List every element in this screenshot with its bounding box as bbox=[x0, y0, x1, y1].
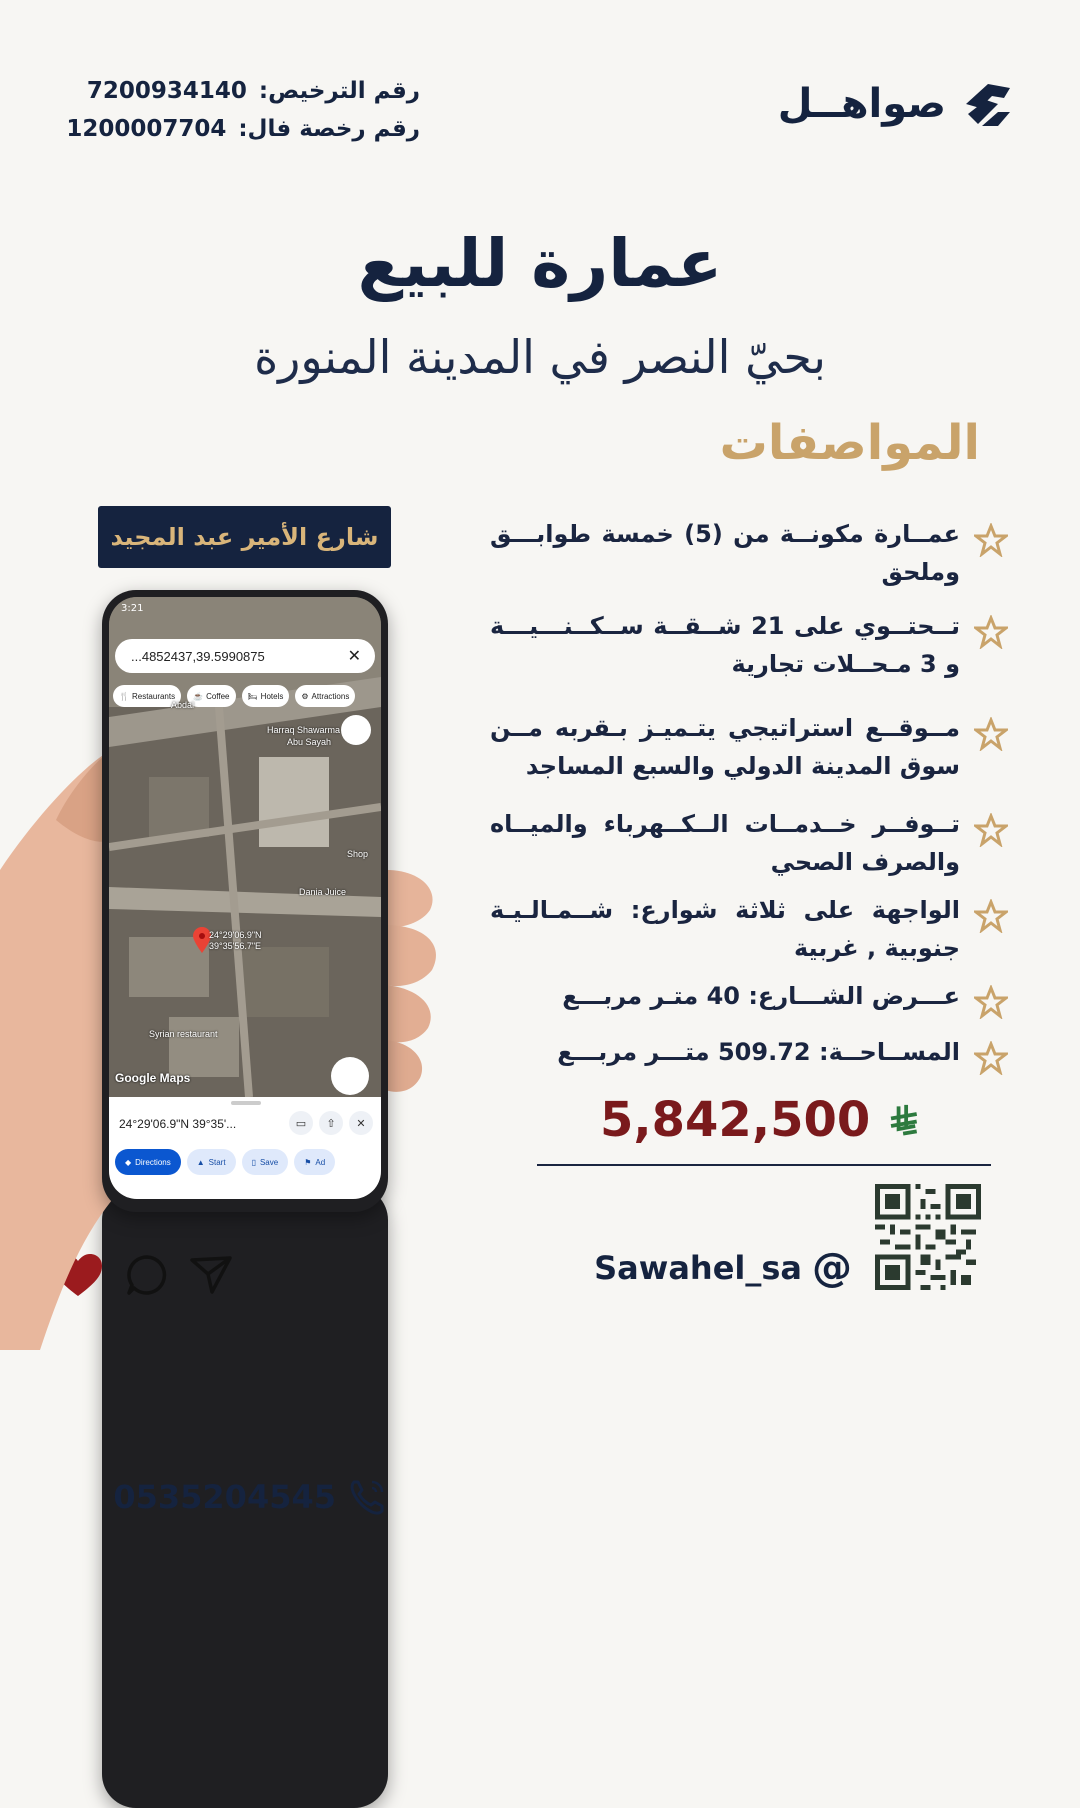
star-icon bbox=[974, 813, 1008, 847]
start-icon: ▲ bbox=[196, 1157, 205, 1167]
close-icon[interactable]: ✕ bbox=[347, 648, 361, 665]
feature-item bbox=[488, 607, 1008, 683]
star-icon bbox=[974, 1041, 1008, 1075]
fal-license-number: 1200007704 bbox=[66, 116, 227, 142]
feature-text: المســاحــة: 509.72 متـــر مربـــع bbox=[557, 1038, 960, 1066]
bookmark-icon[interactable]: ▭ bbox=[289, 1111, 313, 1135]
layers-button[interactable] bbox=[341, 715, 371, 745]
bottom-sheet bbox=[109, 1097, 381, 1199]
feature-item bbox=[488, 1033, 1008, 1075]
map-label: Dania Juice bbox=[299, 887, 347, 897]
feature-text: تــحتــوي على 21 شــقــة ســكــنـــيـــة و 3 مـحــلات تجارية bbox=[490, 612, 960, 678]
save-icon: ▯ bbox=[251, 1157, 256, 1167]
chip-hotels[interactable]: 🛏 Hotels bbox=[242, 685, 290, 707]
restaurant-icon: 🍴 bbox=[119, 691, 129, 701]
feature-text: عـــرض الشـــارع: 40 متـر مربـــع bbox=[562, 982, 960, 1010]
coffee-icon: ☕ bbox=[193, 691, 204, 701]
save-button[interactable]: ▯ Save bbox=[242, 1149, 289, 1175]
brand-name: صواهــل bbox=[777, 81, 946, 127]
search-value[interactable]: ...4852437,39.5990875 bbox=[131, 648, 265, 664]
feature-item bbox=[488, 805, 1008, 881]
close-icon[interactable]: ✕ bbox=[349, 1111, 373, 1135]
star-icon bbox=[974, 615, 1008, 649]
divider bbox=[537, 1164, 991, 1166]
map-label: Abdal bbox=[171, 700, 195, 710]
sheet-actions bbox=[115, 1149, 335, 1175]
pin-coordinates: 24°29'06.9"N 39°35'56.7"E bbox=[209, 930, 262, 951]
map-label: Syrian restaurant bbox=[149, 1029, 218, 1039]
phone-mockup bbox=[102, 590, 388, 1212]
star-icon bbox=[974, 717, 1008, 751]
feature-text: مــوقــع استراتيجي يتـميـز بـقربه مــن سوق المدينة الدولي والسبع المساجد bbox=[490, 714, 960, 780]
star-icon bbox=[974, 523, 1008, 557]
page-title: عمارة للبيع bbox=[357, 225, 723, 302]
attraction-icon: ⚙ bbox=[301, 691, 309, 701]
license-number: 7200934140 bbox=[86, 78, 247, 104]
social-handle[interactable]: Sawahel_sa bbox=[594, 1249, 802, 1287]
horse-head-logo-icon bbox=[958, 74, 1018, 134]
google-maps-logo: Google Maps bbox=[115, 1071, 191, 1085]
page-subtitle: بحيّ النصر في المدينة المنورة bbox=[254, 330, 826, 384]
navigate-button[interactable] bbox=[331, 1057, 369, 1095]
star-icon bbox=[974, 985, 1008, 1019]
star-icon bbox=[974, 899, 1008, 933]
feature-text: عمــارة مكونــة من (5) خمسة طوابـــق وملحق bbox=[490, 520, 960, 586]
contact-handle[interactable] bbox=[594, 1243, 852, 1293]
chip-restaurants[interactable]: 🍴 Restaurants bbox=[113, 685, 181, 707]
at-sign-icon: @ bbox=[812, 1245, 852, 1291]
feature-text: تــوفــر خــدمــات الــكــهرباء والميــاه والصرف الصحي bbox=[490, 810, 960, 876]
price-row bbox=[600, 1088, 920, 1152]
qr-code[interactable] bbox=[875, 1184, 981, 1290]
sheet-icons bbox=[289, 1111, 373, 1135]
share-icon[interactable]: ⇧ bbox=[319, 1111, 343, 1135]
phone-screen bbox=[109, 597, 381, 1199]
specs-heading: المواصفات bbox=[719, 415, 980, 471]
map-label: Abu Sayah bbox=[287, 737, 332, 747]
feature-item bbox=[488, 977, 1008, 1019]
map-search-input[interactable] bbox=[115, 639, 375, 673]
status-time: 3:21 bbox=[121, 603, 144, 614]
phone-call-icon bbox=[346, 1476, 388, 1518]
brand-logo bbox=[778, 74, 1018, 134]
sheet-handle[interactable] bbox=[231, 1101, 261, 1105]
directions-button[interactable]: ◆ Directions bbox=[115, 1149, 181, 1175]
start-button[interactable]: ▲ Start bbox=[187, 1149, 236, 1175]
fal-license-row bbox=[60, 110, 420, 148]
license-label: رقم الترخيص: bbox=[258, 78, 420, 104]
hotel-icon: 🛏 bbox=[247, 691, 258, 701]
sheet-coordinates: 24°29'06.9"N 39°35'... bbox=[119, 1117, 237, 1131]
category-chips bbox=[113, 685, 355, 707]
fal-license-label: رقم رخصة فال: bbox=[238, 116, 420, 142]
price-value: 5,842,500 bbox=[600, 1092, 871, 1148]
add-button[interactable]: ⚑ Ad bbox=[294, 1149, 335, 1175]
feature-text: الواجهة على ثلاثة شوارع: شــمـالـيـة جنوبية , غربية bbox=[490, 896, 960, 962]
directions-icon: ◆ bbox=[125, 1157, 132, 1167]
chip-attractions[interactable]: ⚙ Attractions bbox=[295, 685, 355, 707]
feature-item bbox=[488, 709, 1008, 785]
saudi-riyal-icon bbox=[888, 1098, 920, 1142]
feature-item bbox=[488, 515, 1008, 591]
license-info bbox=[60, 72, 420, 148]
phone-number[interactable]: 0535204545 bbox=[113, 1478, 336, 1516]
license-row bbox=[60, 72, 420, 110]
flag-icon: ⚑ bbox=[304, 1157, 312, 1167]
street-badge: شارع الأمير عبد المجيد bbox=[98, 506, 391, 568]
map-label: Shop bbox=[347, 849, 369, 859]
chip-coffee[interactable]: ☕ Coffee bbox=[187, 685, 235, 707]
map-label: Harraq Shawarma bbox=[267, 725, 341, 735]
feature-item bbox=[488, 891, 1008, 967]
